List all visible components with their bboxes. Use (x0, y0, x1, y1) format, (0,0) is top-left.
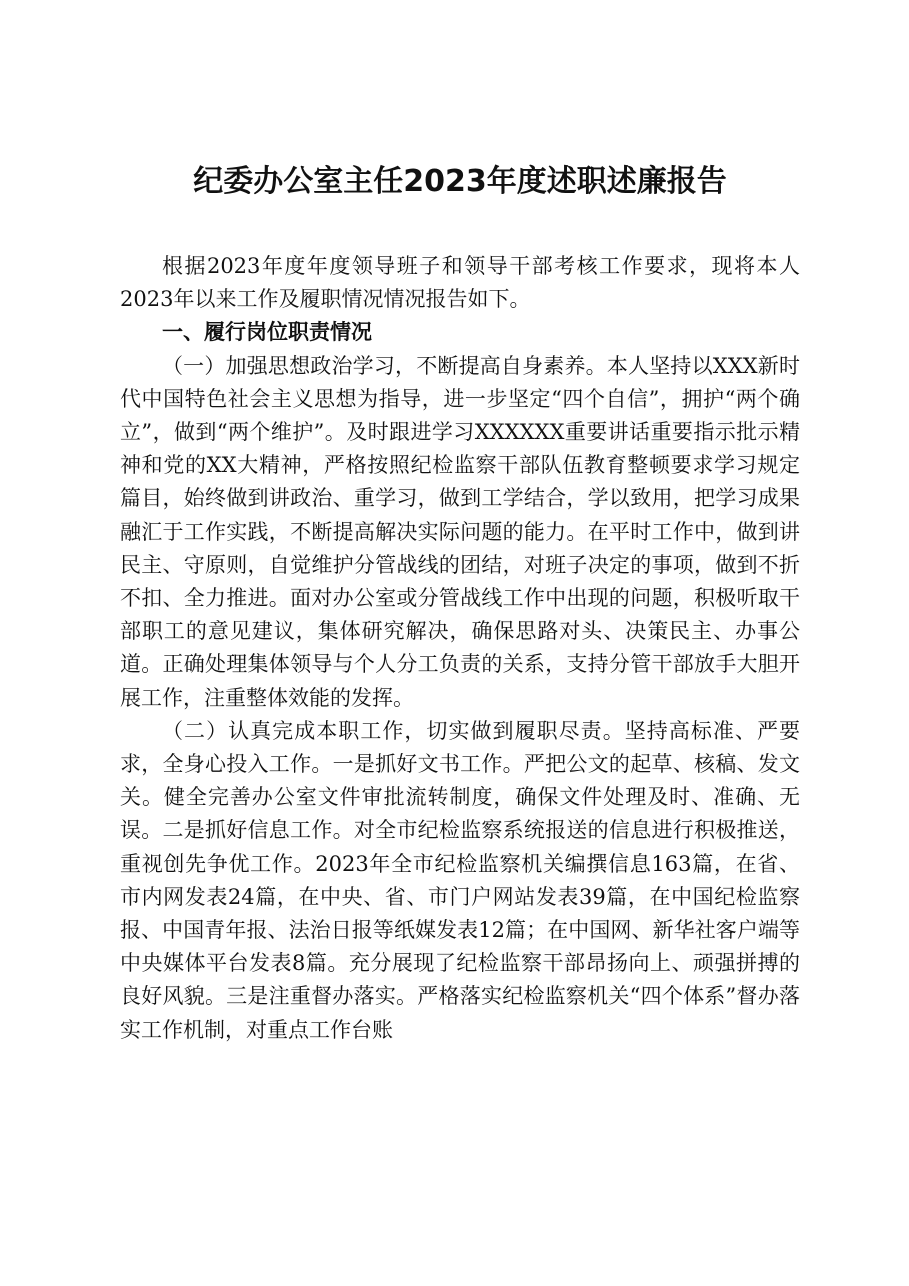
paragraph-1 (120, 350, 800, 715)
paragraph-2-lead: （二）认真完成本职工作，切实做到履职尽责。 (162, 718, 625, 743)
paragraph-2-body: 坚持高标准、严要求，全身心投入工作。一是抓好文书工作。严把公文的起草、核稿、发文关。健全完善办公室文件审批流转制度，确保文件处理及时、准确、无误。二是抓好信息工作。对全市纪检监察系统报送的信息进行积极推送，重视创先争优工作。2023年全市纪检监察机关编撰信息163篇，在省、市内网发表24篇，在中央、省、市门户网站发表39篇，在中国纪检监察报、中国青年报、法治日报等纸媒发表12篇；在中国网、新华社客户端等中央媒体平台发表8篇。充分展现了纪检监察干部昂扬向上、顽强拼搏的良好风貌。三是注重督办落实。严格落实纪检监察机关“四个体系”督办落实工作机制，对重点工作台账 (120, 718, 800, 1042)
paragraph-1-body: 本人坚持以XXX新时代中国特色社会主义思想为指导，进一步坚定“四个自信”，拥护“两个确立”，做到“两个维护”。及时跟进学习XXXXXX重要讲话重要指示批示精神和党的XX大精神，严格按照纪检监察干部队伍教育整顿要求学习规定篇目，始终做到讲政治、重学习，做到工学结合，学以致用，把学习成果融汇于工作实践，不断提高解决实际问题的能力。在平时工作中，做到讲民主、守原则，自觉维护分管战线的团结，对班子决定的事项，做到不折不扣、全力推进。面对办公室或分管战线工作中出现的问题，积极听取干部职工的意见建议，集体研究解决，确保思路对头、决策民主、办事公道。正确处理集体领导与个人分工负责的关系，支持分管干部放手大胆开展工作，注重整体效能的发挥。 (120, 353, 800, 710)
paragraph-2 (120, 715, 800, 1047)
paragraph-1-lead: （一）加强思想政治学习，不断提高自身素养。 (162, 353, 607, 378)
document-title: 纪委办公室主任2023年度述职述廉报告 (193, 164, 727, 199)
intro-paragraph: 根据2023年度年度领导班子和领导干部考核工作要求，现将本人2023年以来工作及履职情况情况报告如下。 (120, 254, 800, 312)
section-heading-1: 一、履行岗位职责情况 (162, 320, 372, 345)
document-page (120, 160, 800, 1047)
